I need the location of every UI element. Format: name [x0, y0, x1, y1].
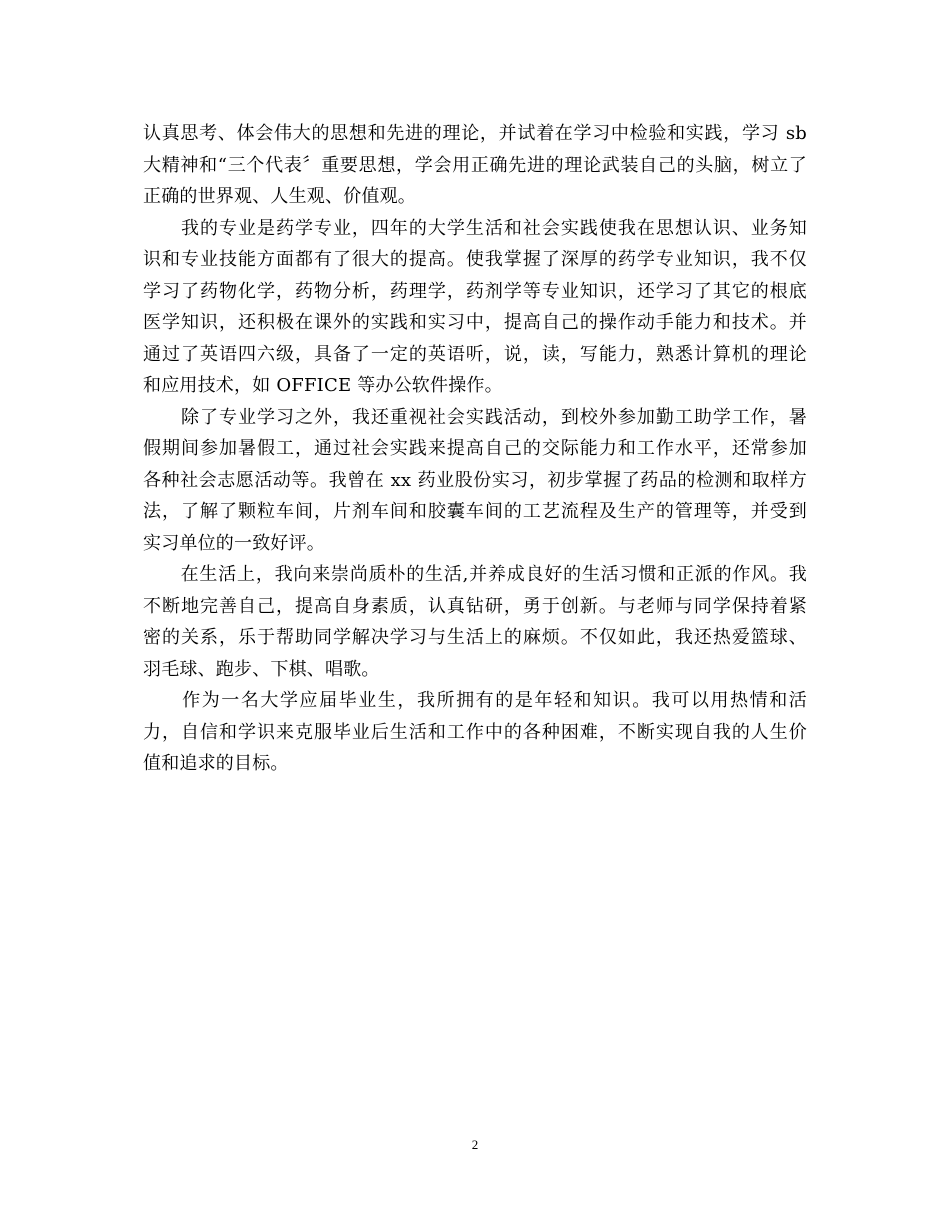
- text-line: 作为一名大学应届毕业生，我所拥有的是年轻和知识。我可以用热情和活: [143, 690, 807, 711]
- text-line: 和应用技术，如 OFFICE 等办公软件操作。: [143, 375, 503, 396]
- text-line: 医学知识，还积极在课外的实践和实习中，提高自己的操作动手能力和技术。并: [143, 312, 807, 333]
- paragraph-2: [143, 213, 807, 402]
- paragraph-5: [143, 685, 807, 780]
- text-line: 认真思考、体会伟大的思想和先进的理论，并试着在学习中检验和实践，学习 sb: [143, 123, 807, 144]
- text-line: 通过了英语四六级，具备了一定的英语听，说，读，写能力，熟悉计算机的理论: [143, 343, 807, 365]
- text-line: 羽毛球、跑步、下棋、唱歌。: [143, 658, 380, 680]
- text-line: 在生活上，我向来崇尚质朴的生活,并养成良好的生活习惯和正派的作风。我: [143, 564, 807, 585]
- paragraph-3: [143, 402, 807, 560]
- text-line: 密的关系，乐于帮助同学解决学习与生活上的麻烦。不仅如此，我还热爱篮球、: [143, 627, 807, 648]
- text-line: 不断地完善自己，提高自身素质，认真钻研，勇于创新。与老师与同学保持着紧: [143, 595, 807, 617]
- paragraph-4: [143, 559, 807, 685]
- text-line: 实习单位的一致好评。: [143, 532, 325, 554]
- page-number: 2: [471, 1137, 479, 1152]
- text-line: 学习了药物化学，药物分析，药理学，药剂学等专业知识，还学习了其它的根底: [143, 280, 807, 302]
- text-line: 正确的世界观、人生观、价值观。: [143, 186, 416, 207]
- text-line: 大精神和“三个代表〞重要思想，学会用正确先进的理论武装自己的头脑，树立了: [143, 154, 807, 176]
- text-line: 法，了解了颗粒车间，片剂车间和胶囊车间的工艺流程及生产的管理等，并受到: [143, 501, 807, 522]
- text-line: 各种社会志愿活动等。我曾在 xx 药业股份实习，初步掌握了药品的检测和取样方: [143, 469, 807, 491]
- text-line: 假期间参加暑假工，通过社会实践来提高自己的交际能力和工作水平，还常参加: [143, 438, 807, 459]
- text-line: 力，自信和学识来克服毕业后生活和工作中的各种困难，不断实现自我的人生价: [143, 721, 807, 743]
- paragraph-1: [143, 118, 807, 213]
- text-line: 值和追求的目标。: [143, 753, 289, 774]
- text-line: 除了专业学习之外，我还重视社会实践活动，到校外参加勤工助学工作，暑: [143, 406, 807, 428]
- text-line: 我的专业是药学专业，四年的大学生活和社会实践使我在思想认识、业务知: [143, 217, 807, 239]
- text-line: 识和专业技能方面都有了很大的提高。使我掌握了深厚的药学专业知识，我不仅: [143, 249, 807, 270]
- document-body: [143, 118, 807, 780]
